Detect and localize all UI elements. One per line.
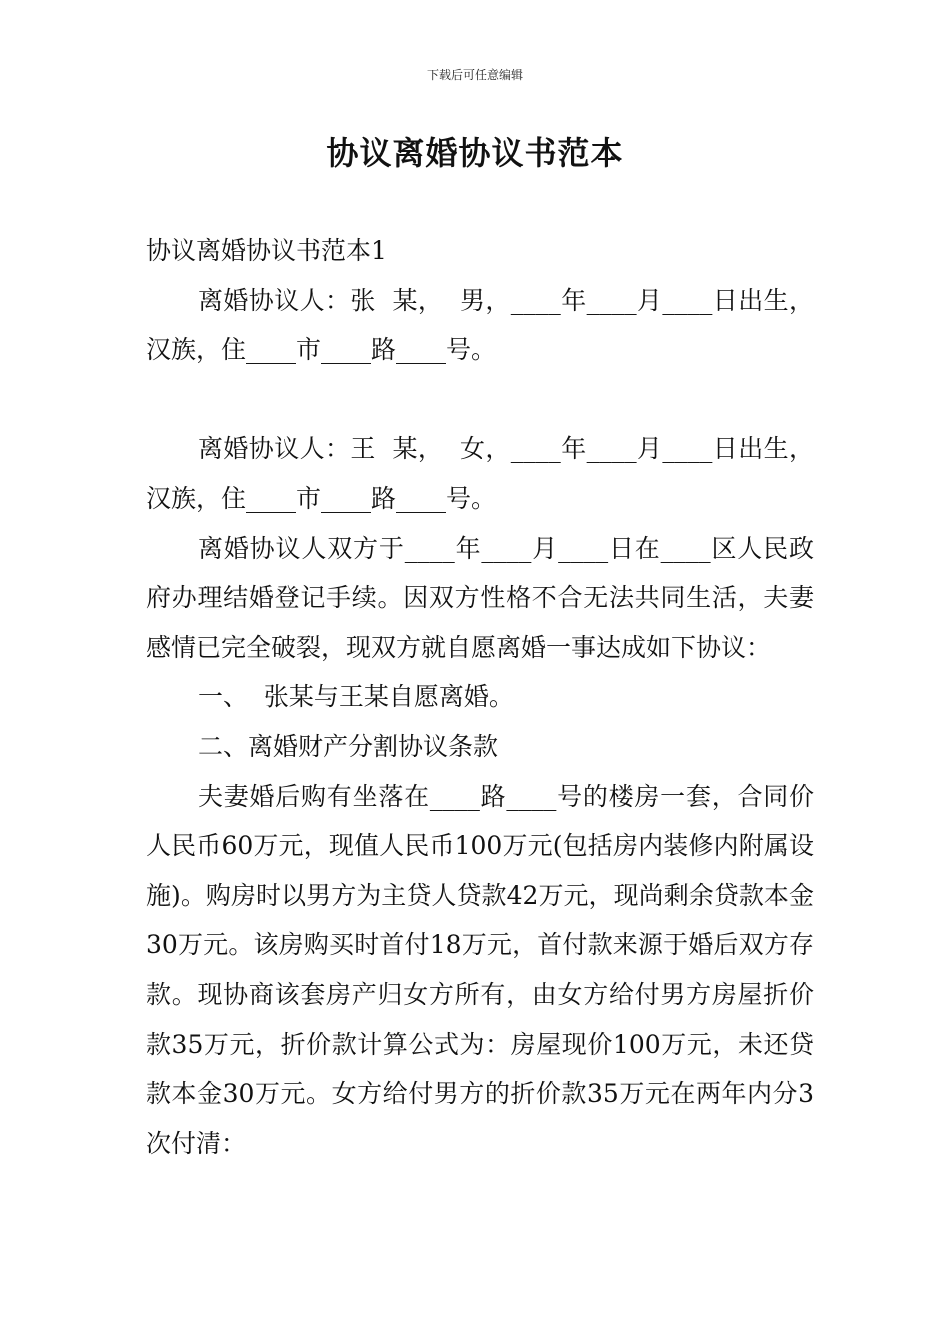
document-body <box>146 226 814 1168</box>
clause-one: 一、 张某与王某自愿离婚。 <box>198 682 514 712</box>
section-subtitle: 协议离婚协议书范本1 <box>146 236 387 265</box>
intro-paragraph: 离婚协议人双方于____年____月____日在____区人民政府办理结婚登记手续。因双方性格不合无法共同生活，夫妻感情已完全破裂，现双方就自愿离婚一事达成如下协议： <box>146 533 814 662</box>
clause-two-heading: 二、离婚财产分割协议条款 <box>198 731 499 761</box>
paragraph-gap <box>146 375 814 425</box>
party-one-paragraph: 离婚协议人：张 某， 男，____年____月____日出生，汉族，住____市____路____号。 <box>146 285 814 365</box>
header-note: 下载后可任意编辑 <box>426 68 523 82</box>
party-two-paragraph: 离婚协议人：王 某， 女，____年____月____日出生，汉族，住____市____路____号。 <box>146 434 814 513</box>
property-paragraph: 夫妻婚后购有坐落在____路____号的楼房一套，合同价人民币60万元，现值人民币100万元(包括房内装修内附属设施)。购房时以男方为主贷人贷款42万元，现尚剩余贷款本金30万元。该房购买时首付18万元，首付款来源于婚后双方存款。现协商该套房产归女方所有，由女方给付男方房屋折价款35万元，折价款计算公式为：房屋现价100万元，未还贷款本金30万元。女方给付男方的折价款35万元在两年内分3次付清： <box>146 781 814 1158</box>
document-title: 协议离婚协议书范本 <box>326 134 624 172</box>
